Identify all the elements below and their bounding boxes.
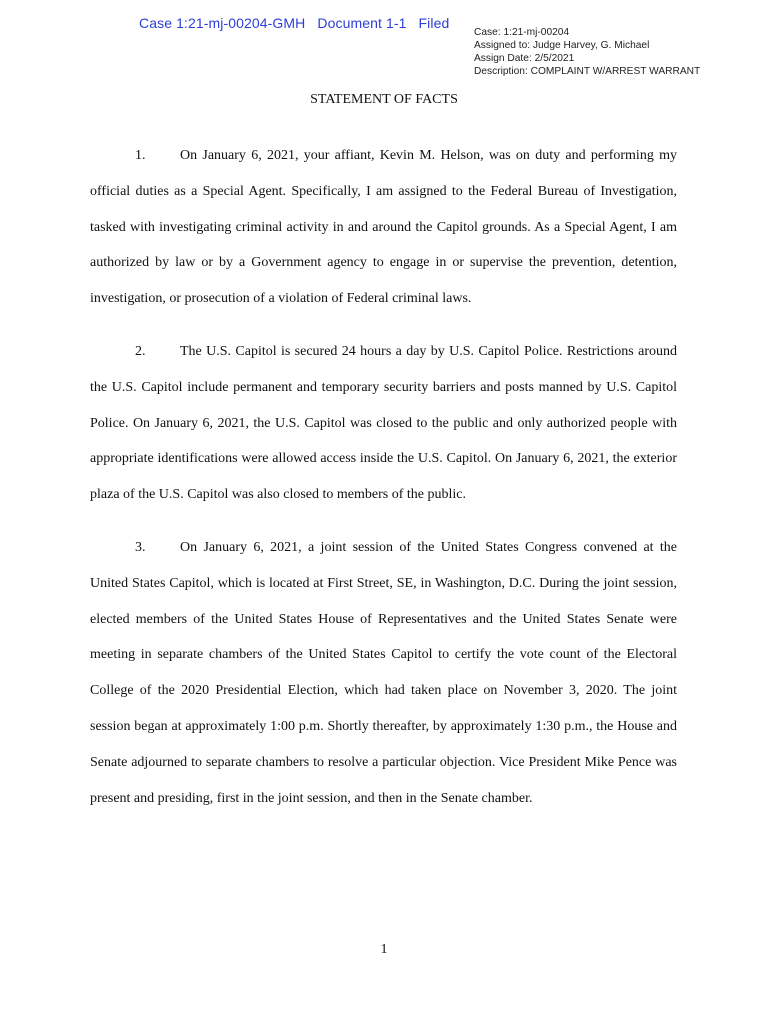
paragraph-number: 3. [135, 540, 146, 555]
paragraph-text: On January 6, 2021, your affiant, Kevin M. Helson, was on duty and performing my official duties as a Special Agent. Specifically, I am assigned to the Federal Bureau of Investigation, tasked with investigating criminal activity in and around the Capitol grounds. As a Special Agent, I am authorized by law or by a Government agency to engage in or supervise the prevention, detention, investigation, or prosecution of a violation of Federal criminal laws. [90, 148, 677, 307]
stamp-case: Case: 1:21-mj-00204 [474, 27, 570, 38]
paragraph-2 [90, 334, 677, 513]
paragraph-1 [90, 138, 677, 317]
case-assignment-stamp [474, 26, 764, 78]
ecf-filed-label: Filed [418, 15, 450, 31]
page-number: 1 [380, 942, 388, 957]
paragraph-text: On January 6, 2021, a joint session of the United States Congress convened at the United States Capitol, which is located at First Street, SE, in Washington, D.C. During the joint session, elected members of the United States House of Representatives and the United States Senate were meeting in separate chambers of the United States Capitol to certify the vote count of the Electoral College of the 2020 Presidential Election, which had taken place on November 3, 2020. The joint session began at approximately 1:00 p.m. Shortly thereafter, by approximately 1:30 p.m., the House and Senate adjourned to separate chambers to resolve a particular objection. Vice President Mike Pence was present and presiding, first in the joint session, and then in the Senate chamber. [90, 540, 677, 806]
stamp-assigned: Assigned to: Judge Harvey, G. Michael [474, 40, 650, 51]
ecf-case-number: Case 1:21-mj-00204-GMH [139, 15, 306, 31]
paragraph-3 [90, 530, 677, 816]
ecf-document-number: Document 1-1 [317, 15, 407, 31]
stamp-date: Assign Date: 2/5/2021 [474, 53, 575, 64]
paragraph-number: 2. [135, 344, 146, 359]
paragraph-text: The U.S. Capitol is secured 24 hours a day by U.S. Capitol Police. Restrictions around the U.S. Capitol include permanent and temporary security barriers and posts manned by U.S. Capitol Police. On January 6, 2021, the U.S. Capitol was closed to the public and only authorized people with appropriate identifications were allowed access inside the U.S. Capitol. On January 6, 2021, the exterior plaza of the U.S. Capitol was also closed to members of the public. [90, 344, 677, 503]
document-title: STATEMENT OF FACTS [310, 92, 458, 107]
ecf-filing-header [139, 15, 465, 35]
paragraph-number: 1. [135, 148, 146, 163]
stamp-description: Description: COMPLAINT W/ARREST WARRANT [474, 66, 701, 77]
